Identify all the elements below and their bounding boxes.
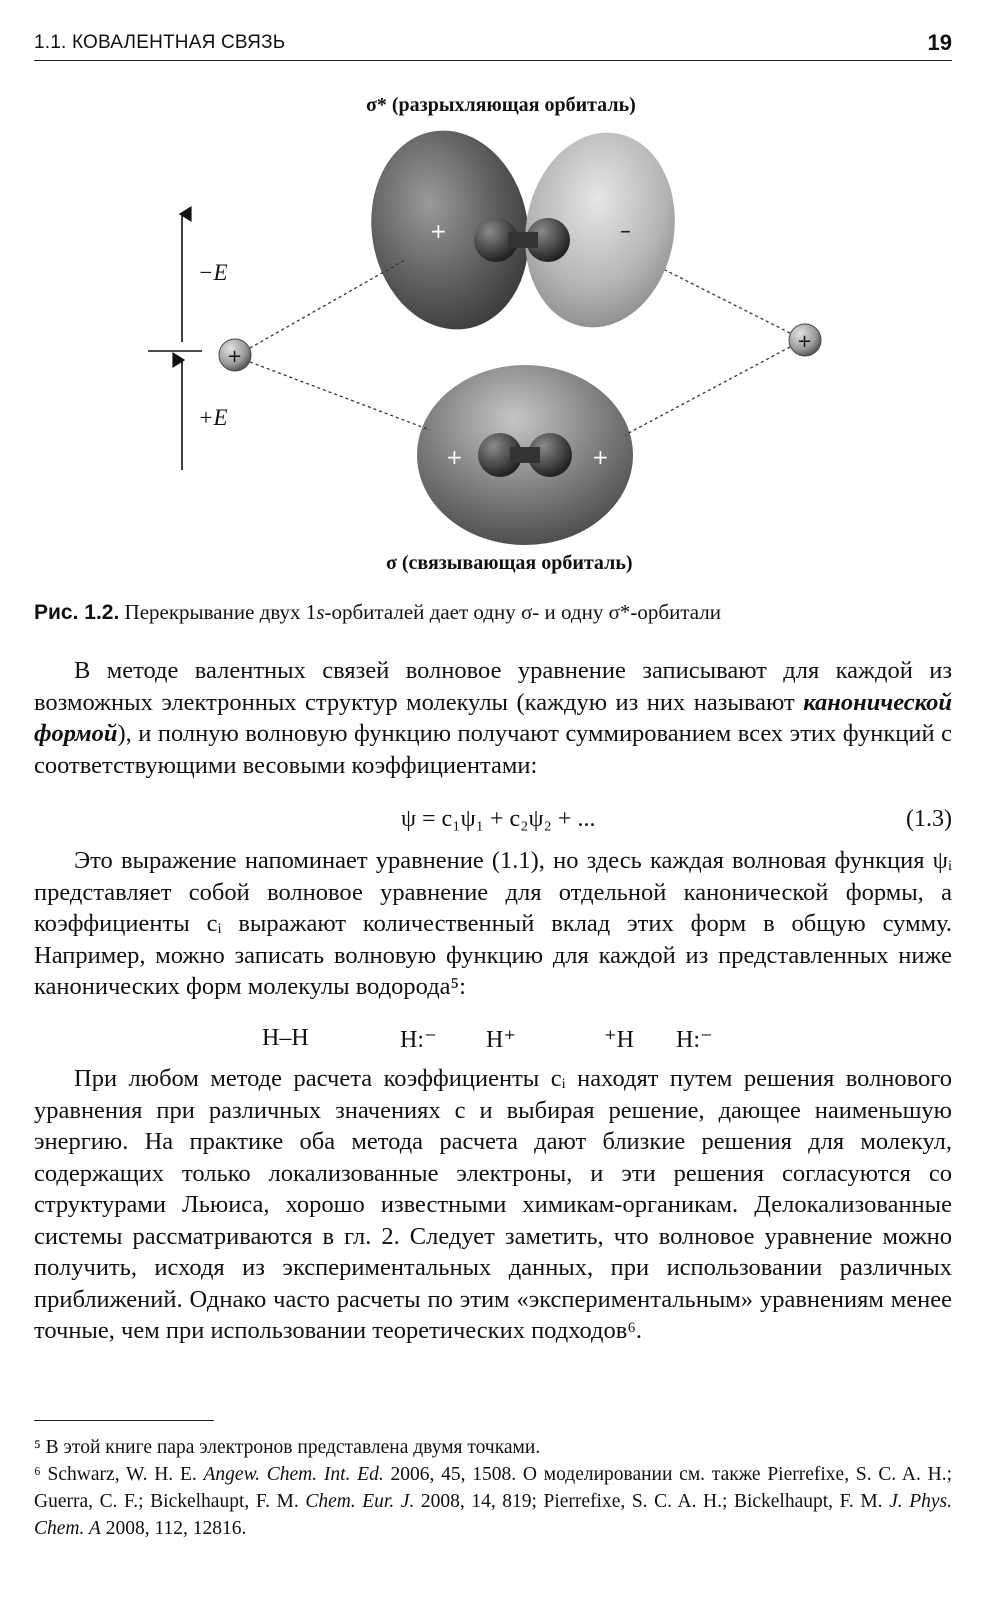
page-number: 19 [927,30,952,55]
energy-axis [148,214,202,470]
footnote-5: ⁵ В этой книге пара электронов представлена двумя точками. [34,1437,541,1458]
minus-sign-top-right: – [620,219,631,244]
plus-energy-label: +E [198,405,228,430]
section-title: 1.1. КОВАЛЕНТНАЯ СВЯЗЬ [34,32,286,53]
plus-sign-bottom-left: + [446,445,463,469]
plus-sign-top-left: + [430,219,447,243]
equation-body: ψ = c₁ψ₁ + c₂ψ₂ + ... [401,806,596,832]
plus-sign-bottom-right: + [592,445,609,469]
antibonding-orbital [356,120,690,342]
bonding-orbital [417,365,633,545]
bonding-label: σ (связывающая орбиталь) [386,552,633,574]
form-covalent: H–H [262,1025,309,1051]
svg-text:+: + [227,346,243,367]
figure-caption: Рис. 1.2. Перекрывание двух 1s-орбиталей дает одну σ- и одну σ*-орбитали [34,600,721,624]
paragraph-2: Это выражение напоминает уравнение (1.1), но здесь каждая волновая функция ψᵢ представляет собой волновое уравнение для отдельной канонической формы, а коэффициенты cᵢ выражают количественный вклад этих форм в общую сумму. Например, можно записать волновую функцию для каждой из представленных ниже канонических форм молекулы водорода⁵: [34,847,952,1000]
caption-number: Рис. 1.2. [34,601,120,624]
form-ionic-1a: H:⁻ [400,1027,437,1053]
antibonding-label: σ* (разрыхляющая орбиталь) [366,94,636,116]
form-ionic-1b: H⁺ [486,1027,516,1053]
paragraph-3: При любом методе расчета коэффициенты cᵢ находят путем решения волнового уравнения при различных значениях c и выбирая решение, дающее наименьшую энергию. На практике оба метода расчета дают близкие решения для молекул, содержащих только локализованные электроны, и эти решения согласуются со структурами Льюиса, хорошо известными химикам-органикам. Делокализованные системы рассматриваются в гл. 2. Следует заметить, что волновое уравнение можно получить, исходя из экспериментальных данных, при использовании различных приближений. Однако часто расчеты по этим «экспериментальным» уравнениям менее точные, чем при использовании теоретических подходов⁶. [34,1065,952,1344]
paragraph-1: В методе валентных связей волновое уравнение записывают для каждой из возможных электронных структур молекулы (каждую из них называют канонической формой), и полную волновую функцию получают суммированием всех этих функций с соответствующими весовыми коэффициентами: [34,657,952,779]
orbital-figure [130,90,850,580]
canonical-form-term: канонической формой [34,688,952,747]
orbital-diagram [130,120,850,590]
svg-text:+: + [797,331,813,352]
footnote-rule [34,1420,214,1421]
right-hydrogen-atom [789,324,821,356]
form-ionic-2b: H:⁻ [676,1027,713,1053]
form-ionic-2a: ⁺H [604,1027,634,1053]
equation-number: (1.3) [906,806,952,832]
left-hydrogen-atom [219,339,251,371]
minus-energy-label: −E [198,260,228,285]
running-header [34,26,952,61]
footnote-6: ⁶ Schwarz, W. H. E. Angew. Chem. Int. Ed. 2006, 45, 1508. О моделировании см. также Pierrefixe, S. C. A. H.; Guerra, C. F.; Bickelhaupt, F. M. Chem. Eur. J. 2008, 14, 819; Pierrefixe, S. C. A. H.; Bickelhaupt, F. M. J. Phys. Chem. A 2008, 112, 12816. [34,1464,953,1539]
